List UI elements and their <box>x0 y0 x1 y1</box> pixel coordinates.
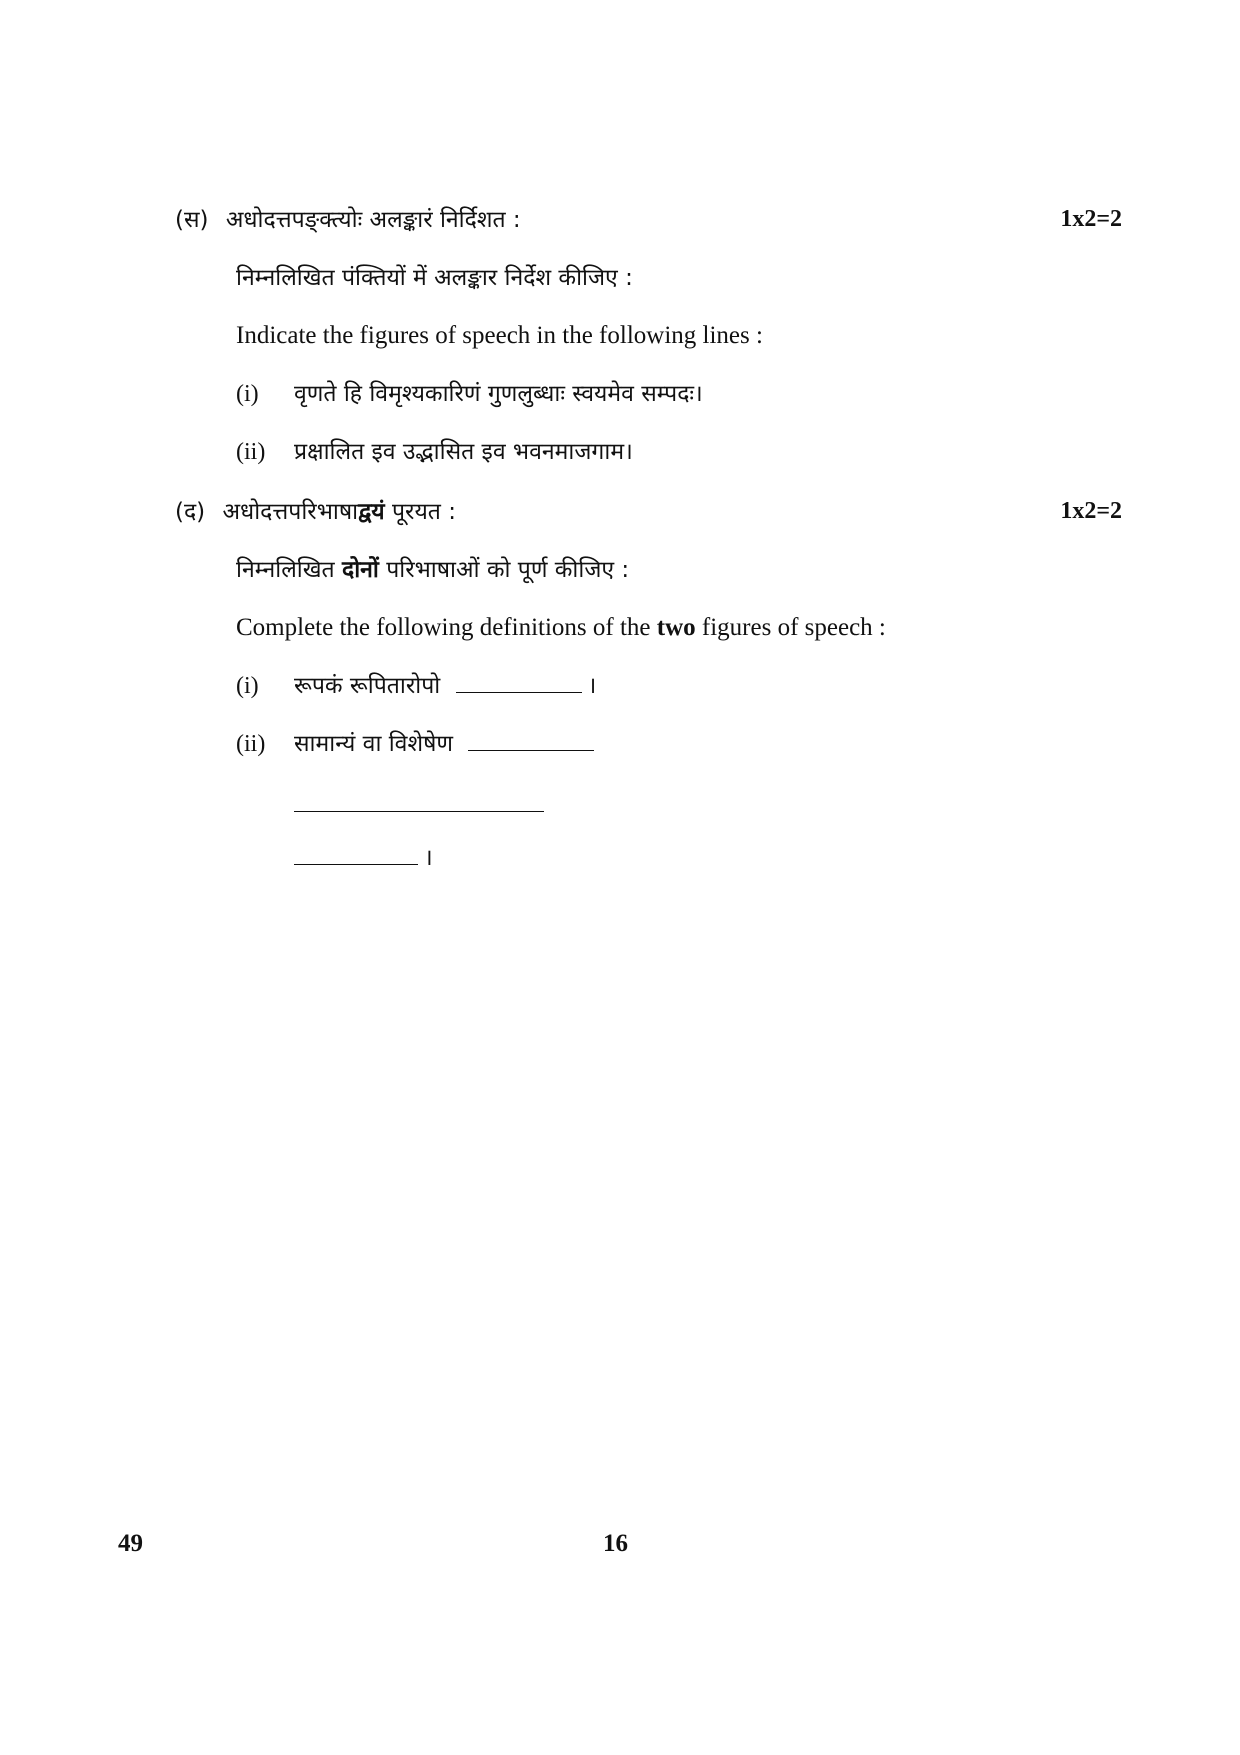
section-da-hindi <box>236 554 629 586</box>
section-sa-hindi: निम्नलिखित पंक्तियों में अलङ्कार निर्देश कीजिए : <box>236 265 633 291</box>
item-end-mark: । <box>587 673 597 699</box>
section-label: (द) <box>175 499 206 525</box>
item-number: (i) <box>236 381 259 407</box>
answer-blank <box>456 670 582 693</box>
item-number: (ii) <box>236 731 266 757</box>
answer-blank <box>294 842 418 865</box>
paper-code: 49 <box>118 1530 143 1557</box>
heading-pre: अधोदत्तपरिभाषा <box>222 499 359 525</box>
english-bold: two <box>656 614 696 641</box>
section-da-heading <box>175 496 456 528</box>
english-pre: Complete the following definitions of the <box>236 614 657 641</box>
section-sa-item-1 <box>236 378 703 410</box>
item-number: (i) <box>236 673 259 699</box>
item-text: वृणते हि विमृश्यकारिणं गुणलुब्धाः स्वयमेव सम्पदः। <box>294 381 703 407</box>
item-number: (ii) <box>236 439 266 465</box>
section-sa-english: Indicate the figures of speech in the following lines : <box>236 322 763 349</box>
section-da-english <box>236 612 886 644</box>
section-label: (स) <box>175 207 209 233</box>
page-number: 16 <box>603 1530 628 1557</box>
hindi-post: परिभाषाओं को पूर्ण कीजिए : <box>378 557 630 583</box>
section-da-marks: 1x2=2 <box>1060 498 1122 524</box>
hindi-bold: दोनों <box>341 557 379 583</box>
answer-blank <box>468 728 594 751</box>
item-text: प्रक्षालित इव उद्भासित इव भवनमाजगाम। <box>294 439 633 465</box>
item-text: सामान्यं वा विशेषेण <box>294 731 454 757</box>
section-sa-marks: 1x2=2 <box>1060 206 1122 232</box>
hindi-pre: निम्नलिखित <box>236 557 342 583</box>
answer-blank-line-2 <box>294 811 544 812</box>
heading-post: पूरयत : <box>384 499 456 525</box>
item-text: रूपकं रूपितारोपो <box>294 673 441 699</box>
section-sa-heading <box>175 204 521 236</box>
english-post: figures of speech : <box>695 614 886 641</box>
section-heading-text: अधोदत्तपङ्क्त्योः अलङ्कारं निर्दिशत : <box>225 207 521 233</box>
section-heading-text <box>222 499 455 525</box>
heading-bold: द्वयं <box>358 499 385 525</box>
section-da-item-1 <box>236 670 596 702</box>
end-mark: । <box>424 845 433 871</box>
section-sa-item-2 <box>236 436 633 468</box>
section-da-item-2 <box>236 728 594 760</box>
answer-blank-line-3 <box>294 842 433 874</box>
